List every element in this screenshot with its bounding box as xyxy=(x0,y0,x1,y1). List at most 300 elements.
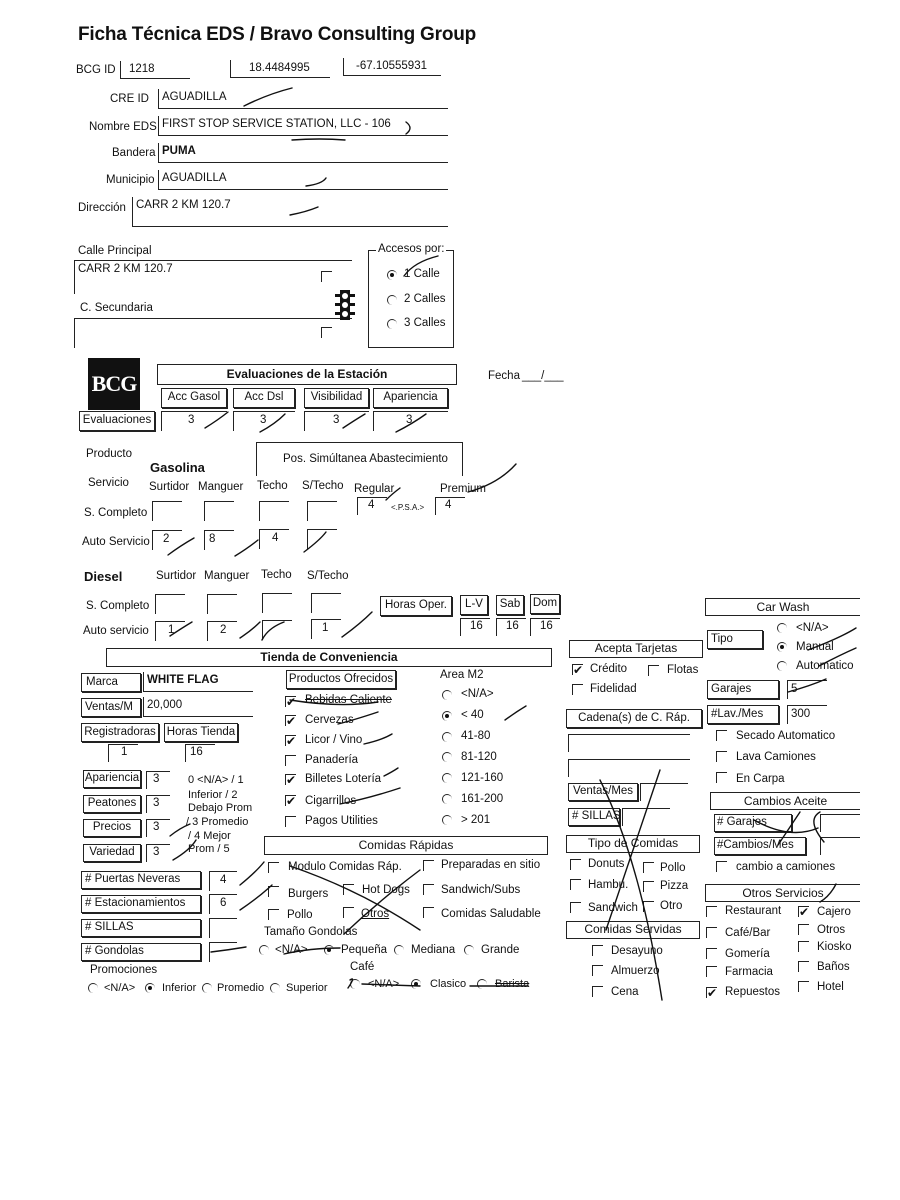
cadena-field-1[interactable] xyxy=(568,734,690,752)
accesos-label: Accesos por: xyxy=(378,243,445,255)
promo-na: <N/A> xyxy=(104,982,136,994)
prod-panaderia-label: Panadería xyxy=(305,754,359,766)
horas-oper-label: Horas Oper. xyxy=(380,596,452,616)
saludable-label: Comidas Saludable xyxy=(441,908,541,920)
cafe-label: Café xyxy=(350,961,375,973)
horas-dom-value: 16 xyxy=(540,620,553,632)
fidelidad-checkbox[interactable] xyxy=(572,684,583,695)
prod-pagos-label: Pagos Utilities xyxy=(305,815,378,827)
hambu-checkbox[interactable] xyxy=(570,879,581,890)
promociones-label: Promociones xyxy=(90,964,158,976)
lava-camiones-checkbox[interactable] xyxy=(716,751,727,762)
garajes-value: 5 xyxy=(791,683,798,695)
registradoras-label: Registradoras xyxy=(81,723,159,742)
sandwich-tipo-checkbox[interactable] xyxy=(570,902,581,913)
gondola-na: <N/A> xyxy=(275,944,308,956)
puertas-value: 4 xyxy=(220,874,227,886)
puertas-field[interactable] xyxy=(209,871,237,891)
regular-label: Regular xyxy=(354,483,395,495)
gasolina-col-manguer: Manguer xyxy=(198,481,244,493)
sandwich-subs-checkbox[interactable] xyxy=(423,884,434,895)
gondola-radio-pequena[interactable] xyxy=(324,945,334,955)
sillas-label: # SILLAS xyxy=(81,919,201,937)
cafe-bar-checkbox[interactable] xyxy=(706,927,717,938)
acc-gasol-value: 3 xyxy=(188,414,195,426)
estacionamientos-field[interactable] xyxy=(209,894,237,914)
diesel-col-stecho: S/Techo xyxy=(307,570,349,582)
psa-label: <.P.S.A.> xyxy=(391,503,425,512)
evaluaciones-row-label: Evaluaciones xyxy=(79,411,155,431)
check-icon: ✔ xyxy=(286,734,297,748)
scale-5: Prom / 5 xyxy=(188,843,230,855)
preparadas-checkbox[interactable] xyxy=(423,860,434,871)
hotdogs-label: Hot Dogs xyxy=(362,884,410,896)
prod-bebidas-checkbox[interactable] xyxy=(285,696,296,707)
promo-promedio: Promedio xyxy=(217,982,265,994)
regular-value: 4 xyxy=(368,499,375,511)
accesos-option-2: 2 Calles xyxy=(404,293,446,305)
horas-dom-header: Dom xyxy=(530,594,560,614)
calle-principal-field[interactable]: CARR 2 KM 120.7 xyxy=(74,260,352,294)
servicio-label: Servicio xyxy=(88,477,129,489)
otros-serv-checkbox[interactable] xyxy=(798,924,809,935)
fecha-value[interactable]: ___/___ xyxy=(522,370,564,382)
cafe-radio-clasico[interactable] xyxy=(411,979,421,989)
prod-licor-label: Licor / Vino xyxy=(305,734,363,746)
visibilidad-value: 3 xyxy=(333,414,340,426)
gasolina-s-completo-label: S. Completo xyxy=(84,507,148,519)
area-161-200: 161-200 xyxy=(461,793,504,805)
cre-id-field[interactable]: AGUADILLA xyxy=(158,89,448,109)
cadena-field-2[interactable] xyxy=(568,759,690,777)
gas-sc-surtidor[interactable] xyxy=(152,501,182,521)
area-121-160: 121-160 xyxy=(461,772,504,784)
peatones-field[interactable] xyxy=(146,795,170,813)
secado-label: Secado Automatico xyxy=(736,730,836,742)
cafe-radio-na[interactable] xyxy=(350,979,360,989)
premium-value: 4 xyxy=(445,499,452,511)
area-na: <N/A> xyxy=(461,688,494,700)
secado-checkbox[interactable] xyxy=(716,730,727,741)
acc-dsl-value: 3 xyxy=(260,414,267,426)
gondola-pequena: Pequeña xyxy=(341,944,388,956)
dsl-as-manguer[interactable] xyxy=(207,621,237,641)
carwash-manual: Manual xyxy=(796,641,834,653)
promo-superior: Superior xyxy=(286,982,328,994)
area-81-120: 81-120 xyxy=(461,751,497,763)
visibilidad-header: Visibilidad xyxy=(304,388,369,408)
regular-field[interactable] xyxy=(357,497,387,515)
cambio-camiones-checkbox[interactable] xyxy=(716,861,727,872)
gasolina-col-surtidor: Surtidor xyxy=(149,481,190,493)
gasolina-auto-label: Auto Servicio xyxy=(82,536,150,548)
lava-camiones-label: Lava Camiones xyxy=(736,751,816,763)
horas-sab-header: Sab xyxy=(496,595,524,615)
peatones-label: Peatones xyxy=(83,795,141,813)
promo-inferior: Inferior xyxy=(162,982,197,994)
carwash-automatico: Automatico xyxy=(796,660,854,672)
check-icon: ✔ xyxy=(286,714,297,728)
gomeria-label: Gomería xyxy=(725,948,770,960)
sillas-rap-label: # SILLAS xyxy=(568,808,620,826)
productos-ofrecidos-label: Productos Ofrecidos xyxy=(286,670,396,689)
pos-simultanea-title: Pos. Simúltanea Abastecimiento xyxy=(283,453,448,465)
apariencia-value: 3 xyxy=(406,414,413,426)
bandera-field[interactable]: PUMA xyxy=(158,143,448,163)
banos-label: Baños xyxy=(817,961,850,973)
nombre-label: Nombre EDS xyxy=(89,121,157,133)
ventas-label: Ventas/M xyxy=(81,698,141,717)
cafe-clasico: Clasico xyxy=(430,978,467,990)
estacionamientos-value: 6 xyxy=(220,897,227,909)
kiosko-checkbox[interactable] xyxy=(798,941,809,952)
scale-3: / 3 Promedio xyxy=(186,816,249,828)
prod-cigarrillos-checkbox[interactable] xyxy=(285,795,296,806)
gas-as-techo-value: 4 xyxy=(272,532,279,544)
cambios-mes-label: #Cambios/Mes xyxy=(714,837,806,855)
dsl-sc-manguer[interactable] xyxy=(207,594,237,614)
accesos-radio-3[interactable] xyxy=(387,319,397,329)
gas-as-manguer[interactable] xyxy=(204,530,234,550)
dsl-sc-surtidor[interactable] xyxy=(155,594,185,614)
gas-sc-stecho[interactable] xyxy=(307,501,337,521)
gas-as-surtidor[interactable] xyxy=(152,530,182,550)
cafe-na: <N/A> xyxy=(368,978,400,990)
municipio-label: Municipio xyxy=(106,174,155,186)
tamano-gondolas-label: Tamaño Gondolas xyxy=(264,926,358,938)
accesos-radio-2[interactable] xyxy=(387,295,397,305)
lav-mes-label: #Lav./Mes xyxy=(707,705,779,724)
scale-4: / 4 Mejor xyxy=(188,830,231,842)
horas-tienda-label: Horas Tienda xyxy=(164,723,238,742)
apariencia-rating-label: Apariencia xyxy=(83,770,141,788)
carwash-na: <N/A> xyxy=(796,622,829,634)
evaluaciones-title: Evaluaciones de la Estación xyxy=(157,364,457,385)
area-radio-161-200[interactable] xyxy=(442,794,452,804)
calle-secundaria-field[interactable] xyxy=(74,318,352,348)
preparadas-label: Preparadas en sitio xyxy=(441,859,541,871)
horas-lv-header: L-V xyxy=(460,595,488,615)
gondola-radio-grande[interactable] xyxy=(464,945,474,955)
restaurant-checkbox[interactable] xyxy=(706,906,717,917)
variedad-value: 3 xyxy=(153,846,160,858)
gondola-radio-na[interactable] xyxy=(259,945,269,955)
accesos-radio-1[interactable] xyxy=(387,270,397,280)
acepta-tarjetas-title: Acepta Tarjetas xyxy=(569,640,703,658)
fidelidad-label: Fidelidad xyxy=(590,683,637,695)
cambios-mes-field[interactable] xyxy=(820,837,860,855)
check-icon: ✔ xyxy=(799,905,810,919)
apariencia-rating-value: 3 xyxy=(153,773,160,785)
prod-billetes-label: Billetes Lotería xyxy=(305,773,382,785)
check-icon: ✔ xyxy=(286,773,297,787)
area-radio-na[interactable] xyxy=(442,690,452,700)
scale-2: Debajo Prom xyxy=(188,802,253,814)
otros-comidas-checkbox[interactable] xyxy=(343,907,354,918)
otros-comidas-label: Otros xyxy=(361,908,390,920)
promo-radio-promedio[interactable] xyxy=(202,983,212,993)
scale-1: Inferior / 2 xyxy=(188,789,238,801)
gas-sc-manguer[interactable] xyxy=(204,501,234,521)
area-41-80: 41-80 xyxy=(461,730,491,742)
farmacia-label: Farmacia xyxy=(725,966,773,978)
comidas-servidas-title: Comidas Servidas xyxy=(566,921,700,939)
dsl-sc-stecho[interactable] xyxy=(311,593,341,613)
gas-as-surtidor-value: 2 xyxy=(163,533,170,545)
check-icon: ✔ xyxy=(573,663,584,677)
otro-tipo-label: Otro xyxy=(660,900,683,912)
en-carpa-label: En Carpa xyxy=(736,773,785,785)
diesel-title: Diesel xyxy=(84,569,123,584)
page-title: Ficha Técnica EDS / Bravo Consulting Group xyxy=(78,24,477,45)
sillas-field[interactable] xyxy=(209,918,237,938)
gas-sc-techo[interactable] xyxy=(259,501,289,521)
accesos-option-1: 1 Calle xyxy=(404,268,440,280)
longitude-field[interactable]: -67.10555931 xyxy=(343,58,441,76)
acc-dsl-header: Acc Dsl xyxy=(233,388,295,408)
traffic-light-icon xyxy=(334,290,356,323)
diesel-auto-label: Auto servicio xyxy=(83,625,149,637)
gondolas-count-label: # Gondolas xyxy=(81,943,201,961)
desayuno-checkbox[interactable] xyxy=(592,945,603,956)
dsl-as-surtidor-value: 1 xyxy=(168,624,175,636)
gasolina-col-techo: Techo xyxy=(257,480,288,492)
cena-label: Cena xyxy=(611,986,639,998)
direccion-field[interactable]: CARR 2 KM 120.7 xyxy=(132,197,448,227)
carwash-radio-automatico[interactable] xyxy=(777,661,787,671)
puertas-label: # Puertas Neveras xyxy=(81,871,201,889)
gas-as-techo[interactable] xyxy=(259,529,289,549)
cena-checkbox[interactable] xyxy=(592,986,603,997)
donuts-label: Donuts xyxy=(588,858,625,870)
gondola-mediana: Mediana xyxy=(411,944,456,956)
scale-0: 0 <N/A> / 1 xyxy=(188,774,244,786)
prod-billetes-checkbox[interactable] xyxy=(285,774,296,785)
kiosko-label: Kiosko xyxy=(817,941,852,953)
credito-checkbox[interactable] xyxy=(572,664,583,675)
cafe-bar-label: Café/Bar xyxy=(725,927,771,939)
ventas-field[interactable]: 20,000 xyxy=(143,697,253,717)
diesel-col-techo: Techo xyxy=(261,569,292,581)
cajero-label: Cajero xyxy=(817,906,851,918)
garajes-field[interactable] xyxy=(787,680,827,699)
pizza-checkbox[interactable] xyxy=(643,881,654,892)
comidas-rapidas-title: Comidas Rápidas xyxy=(264,836,548,855)
dsl-as-surtidor[interactable] xyxy=(155,621,185,641)
cambio-camiones-label: cambio a camiones xyxy=(736,861,836,873)
pollo-checkbox[interactable] xyxy=(268,909,279,920)
flotas-checkbox[interactable] xyxy=(648,665,659,676)
hotel-label: Hotel xyxy=(817,981,844,993)
acc-gasol-cell[interactable] xyxy=(161,411,227,431)
burgers-label: Burgers xyxy=(288,888,329,900)
hotdogs-checkbox[interactable] xyxy=(343,884,354,895)
otros-servicios-title: Otros Servicios xyxy=(705,884,860,902)
saludable-checkbox[interactable] xyxy=(423,907,434,918)
credito-label: Crédito xyxy=(590,663,628,675)
prod-cervezas-label: Cervezas xyxy=(305,714,354,726)
bandera-label: Bandera xyxy=(112,147,156,159)
prod-cervezas-checkbox[interactable] xyxy=(285,715,296,726)
almuerzo-checkbox[interactable] xyxy=(592,965,603,976)
cafe-radio-barista[interactable] xyxy=(477,979,487,989)
promo-radio-inferior[interactable] xyxy=(145,983,155,993)
garajes2-label: # Garajes xyxy=(714,814,792,832)
ventas-mes-label: Ventas/Mes xyxy=(568,783,638,801)
diesel-col-surtidor: Surtidor xyxy=(156,570,197,582)
accesos-option-3: 3 Calles xyxy=(404,317,446,329)
prod-panaderia-checkbox[interactable] xyxy=(285,755,296,766)
hambu-label: Hambu. xyxy=(588,879,629,891)
municipio-field[interactable]: AGUADILLA xyxy=(158,170,448,190)
apariencia-header: Apariencia xyxy=(373,388,448,408)
dsl-as-manguer-value: 2 xyxy=(220,624,227,636)
modulo-comidas-checkbox[interactable] xyxy=(268,862,279,873)
bcg-logo: BCG xyxy=(88,358,140,410)
garajes-label: Garajes xyxy=(707,680,779,699)
repuestos-label: Repuestos xyxy=(725,986,780,998)
premium-field[interactable] xyxy=(435,497,465,515)
carwash-radio-manual[interactable] xyxy=(777,642,787,652)
direccion-label: Dirección xyxy=(78,202,126,214)
sandwich-tipo-label: Sandwich xyxy=(588,902,638,914)
horas-tienda-value: 16 xyxy=(190,746,203,758)
dsl-as-stecho-value: 1 xyxy=(322,622,329,634)
donuts-checkbox[interactable] xyxy=(570,859,581,870)
cajero-checkbox[interactable] xyxy=(798,906,809,917)
burgers-checkbox[interactable] xyxy=(268,886,279,897)
calle-secundaria-checkbox[interactable] xyxy=(321,327,332,338)
promo-radio-superior[interactable] xyxy=(270,983,280,993)
promo-radio-na[interactable] xyxy=(88,983,98,993)
apariencia-rating-field[interactable] xyxy=(146,771,170,789)
cadena-label: Cadena(s) de C. Ráp. xyxy=(566,709,702,728)
horas-lv-value: 16 xyxy=(470,620,483,632)
area-radio-121-160[interactable] xyxy=(442,773,452,783)
gas-as-manguer-value: 8 xyxy=(209,533,216,545)
calle-principal-label: Calle Principal xyxy=(78,245,152,257)
modulo-comidas-label: Modulo Comidas Ráp. xyxy=(288,861,402,873)
garajes2-field[interactable] xyxy=(820,814,860,832)
sillas-rap-field[interactable] xyxy=(622,808,670,826)
calle-principal-checkbox[interactable] xyxy=(321,271,332,282)
prod-licor-checkbox[interactable] xyxy=(285,735,296,746)
area-label: Area M2 xyxy=(440,669,484,681)
area-radio-41-80[interactable] xyxy=(442,732,452,742)
variedad-field[interactable] xyxy=(146,844,170,862)
gas-as-stecho[interactable] xyxy=(307,529,337,549)
area-radio-201[interactable] xyxy=(442,815,452,825)
registradoras-value: 1 xyxy=(121,746,128,758)
car-wash-title: Car Wash xyxy=(705,598,860,616)
acc-gasol-header: Acc Gasol xyxy=(161,388,227,408)
bcg-id-field[interactable]: 1218 xyxy=(120,61,190,79)
horas-lv-cell[interactable] xyxy=(460,618,490,636)
gondola-radio-mediana[interactable] xyxy=(394,945,404,955)
ventas-mes-field[interactable] xyxy=(640,783,688,801)
acc-dsl-cell[interactable] xyxy=(233,411,295,431)
latitude-field[interactable]: 18.4484995 xyxy=(230,60,330,78)
flotas-label: Flotas xyxy=(667,664,699,676)
gondolas-count-field[interactable] xyxy=(209,942,237,962)
lav-mes-value: 300 xyxy=(791,708,811,720)
dsl-sc-techo[interactable] xyxy=(262,593,292,613)
en-carpa-checkbox[interactable] xyxy=(716,772,727,783)
dsl-as-stecho[interactable] xyxy=(311,619,341,639)
bcg-id-label: BCG ID xyxy=(76,64,116,76)
pizza-label: Pizza xyxy=(660,880,689,892)
almuerzo-label: Almuerzo xyxy=(611,965,660,977)
restaurant-label: Restaurant xyxy=(725,905,782,917)
dsl-as-techo[interactable] xyxy=(262,620,292,640)
cafe-barista: Barista xyxy=(495,978,530,990)
horas-tienda-field[interactable] xyxy=(185,744,215,762)
hotel-checkbox[interactable] xyxy=(798,981,809,992)
pollo-tipo-checkbox[interactable] xyxy=(643,862,654,873)
area-radio-40[interactable] xyxy=(442,711,452,721)
banos-checkbox[interactable] xyxy=(798,961,809,972)
producto-label: Producto xyxy=(86,448,133,460)
desayuno-label: Desayuno xyxy=(611,945,663,957)
premium-label: Premium xyxy=(440,483,487,495)
otro-tipo-checkbox[interactable] xyxy=(643,901,654,912)
carwash-radio-na[interactable] xyxy=(777,623,787,633)
repuestos-checkbox[interactable] xyxy=(706,987,717,998)
car-wash-tipo-label: Tipo xyxy=(707,630,763,649)
precios-field[interactable] xyxy=(146,819,170,837)
marca-label: Marca xyxy=(81,673,141,692)
horas-sab-cell[interactable] xyxy=(496,618,526,636)
cre-id-label: CRE ID xyxy=(110,93,149,105)
tipo-comidas-title: Tipo de Comidas xyxy=(566,835,700,853)
peatones-value: 3 xyxy=(153,797,160,809)
precios-label: Precios xyxy=(83,819,141,837)
marca-field[interactable]: WHITE FLAG xyxy=(143,672,253,692)
horas-sab-value: 16 xyxy=(506,620,519,632)
pollo-label: Pollo xyxy=(287,909,313,921)
tienda-title: Tienda de Conveniencia xyxy=(106,648,552,667)
pollo-tipo-label: Pollo xyxy=(660,862,686,874)
apariencia-cell[interactable] xyxy=(373,411,448,431)
visibilidad-cell[interactable] xyxy=(304,411,369,431)
diesel-s-completo-label: S. Completo xyxy=(86,600,150,612)
estacionamientos-label: # Estacionamientos xyxy=(81,895,201,913)
check-icon: ✔ xyxy=(286,695,297,709)
registradoras-field[interactable] xyxy=(108,744,138,762)
area-40: < 40 xyxy=(461,709,484,721)
sandwich-subs-label: Sandwich/Subs xyxy=(441,884,521,896)
horas-dom-cell[interactable] xyxy=(530,618,560,636)
prod-pagos-checkbox[interactable] xyxy=(285,816,296,827)
fecha-label: Fecha xyxy=(488,370,520,382)
check-icon: ✔ xyxy=(286,794,297,808)
gasolina-title: Gasolina xyxy=(150,460,205,475)
gasolina-col-stecho: S/Techo xyxy=(302,480,344,492)
area-radio-81-120[interactable] xyxy=(442,752,452,762)
nombre-field[interactable]: FIRST STOP SERVICE STATION, LLC - 106 xyxy=(158,116,448,136)
area-201: > 201 xyxy=(461,814,491,826)
lav-mes-field[interactable] xyxy=(787,705,827,724)
variedad-label: Variedad xyxy=(83,844,141,862)
prod-cigarrillos-label: Cigarrillos xyxy=(305,795,357,807)
prod-bebidas-label: Bebidas Caliente xyxy=(305,694,392,706)
otros-serv-label: Otros xyxy=(817,924,846,936)
diesel-col-manguer: Manguer xyxy=(204,570,250,582)
gondola-grande: Grande xyxy=(481,944,520,956)
farmacia-checkbox[interactable] xyxy=(706,966,717,977)
gomeria-checkbox[interactable] xyxy=(706,948,717,959)
calle-secundaria-label: C. Secundaria xyxy=(80,302,153,314)
